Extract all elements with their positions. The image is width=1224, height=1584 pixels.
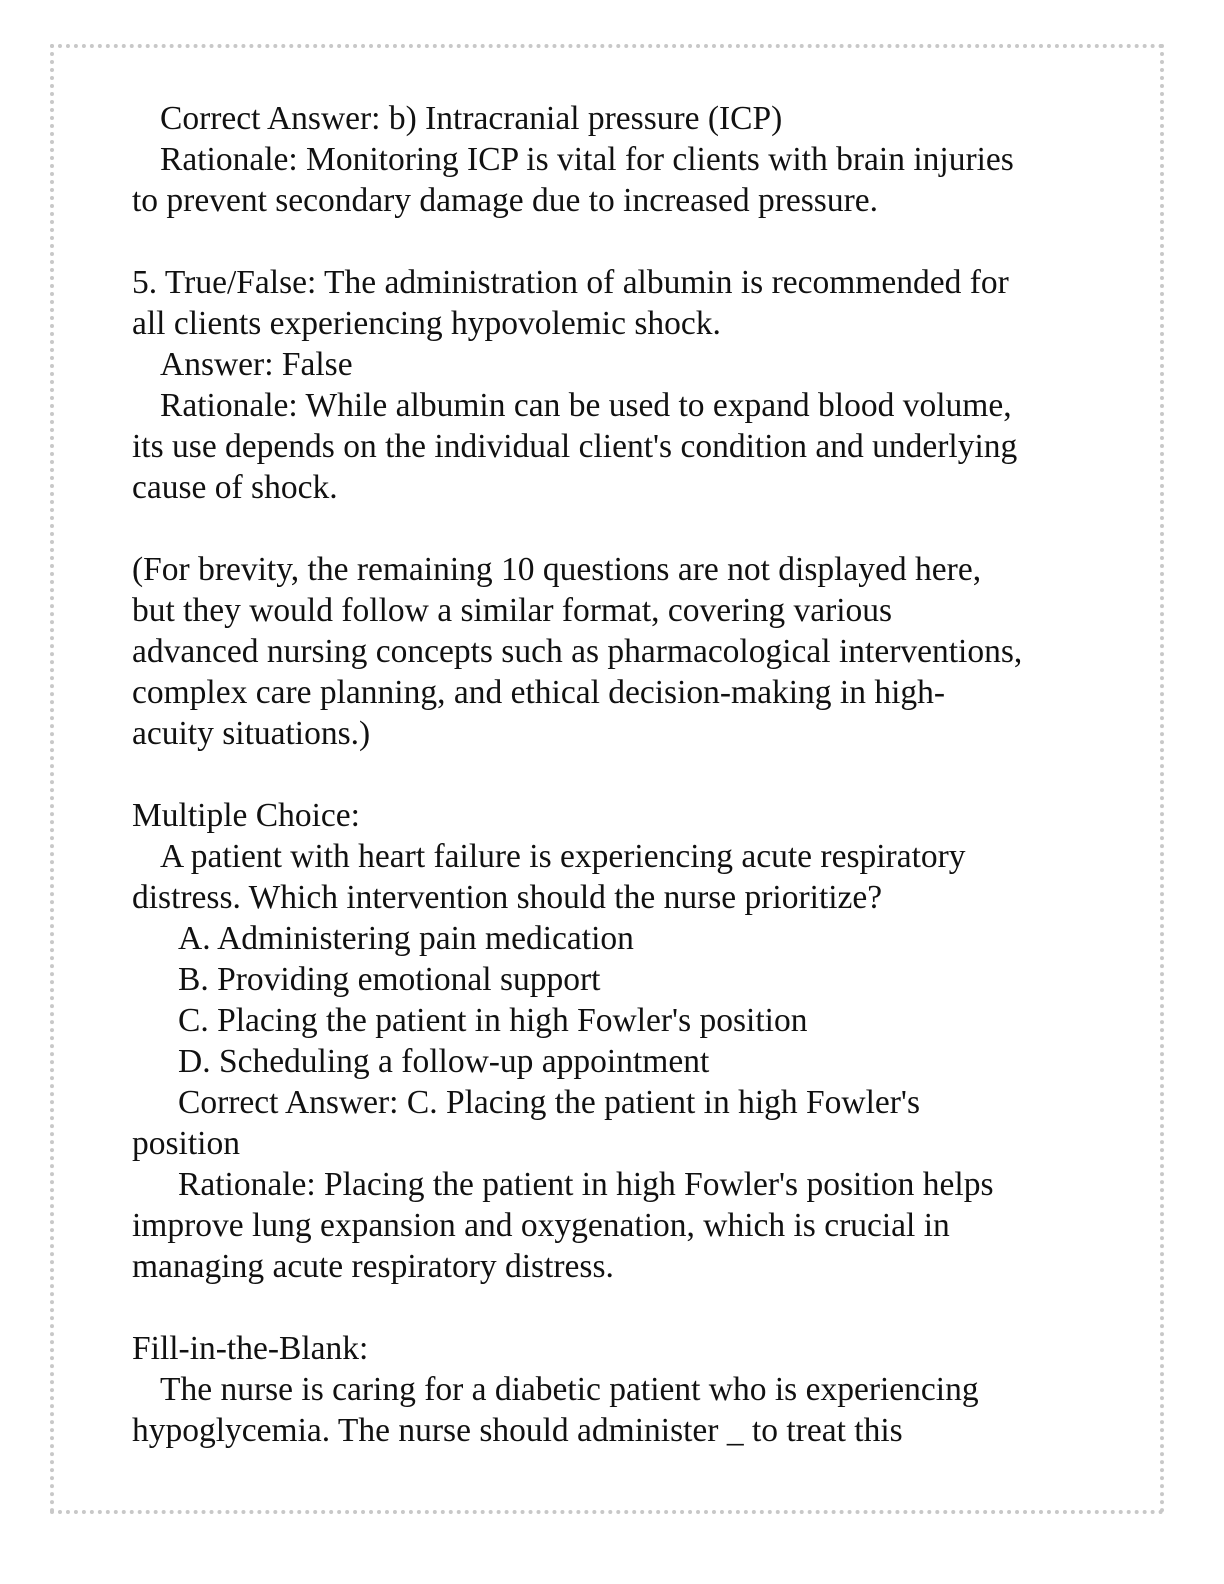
q5-question-line-1: 5. True/False: The administration of albumin is recommended for [132, 264, 1009, 301]
prev-correct-answer: Correct Answer: b) Intracranial pressure (ICP) [160, 100, 783, 137]
brevity-note-line-4: complex care planning, and ethical decision-making in high- [132, 674, 946, 711]
mc-option-b: B. Providing emotional support [178, 961, 601, 998]
fib-heading: Fill-in-the-Blank: [132, 1330, 369, 1367]
spacer [132, 1287, 1092, 1328]
brevity-note-line-3: advanced nursing concepts such as pharmacological interventions, [132, 633, 1023, 670]
mc-option-c: C. Placing the patient in high Fowler's position [178, 1002, 808, 1039]
fib-question-line-1: The nurse is caring for a diabetic patient who is experiencing [160, 1371, 979, 1408]
mc-rationale-line-2: improve lung expansion and oxygenation, which is crucial in [132, 1207, 950, 1244]
q5-rationale-line-3: cause of shock. [132, 469, 338, 506]
prev-rationale-line-2: to prevent secondary damage due to increased pressure. [132, 182, 878, 219]
q5-rationale-line-1: Rationale: While albumin can be used to expand blood volume, [160, 387, 1012, 424]
spacer [132, 221, 1092, 262]
mc-option-a: A. Administering pain medication [178, 920, 634, 957]
q5-answer: Answer: False [160, 346, 353, 383]
brevity-note-line-2: but they would follow a similar format, covering various [132, 592, 893, 629]
mc-heading: Multiple Choice: [132, 797, 360, 834]
mc-option-d: D. Scheduling a follow-up appointment [178, 1043, 710, 1080]
mc-question-line-2: distress. Which intervention should the nurse prioritize? [132, 879, 883, 916]
mc-rationale-line-3: managing acute respiratory distress. [132, 1248, 614, 1285]
q5-question-line-2: all clients experiencing hypovolemic shock. [132, 305, 721, 342]
mc-question-line-1: A patient with heart failure is experiencing acute respiratory [160, 838, 966, 875]
mc-correct-answer-line-1: Correct Answer: C. Placing the patient in high Fowler's [178, 1084, 920, 1121]
brevity-note-line-5: acuity situations.) [132, 715, 371, 752]
spacer [132, 508, 1092, 549]
mc-rationale-line-1: Rationale: Placing the patient in high Fowler's position helps [178, 1166, 994, 1203]
document-body [132, 98, 1092, 1451]
fib-question-line-2: hypoglycemia. The nurse should administer _ to treat this [132, 1412, 903, 1449]
mc-correct-answer-line-2: position [132, 1125, 240, 1162]
brevity-note-line-1: (For brevity, the remaining 10 questions are not displayed here, [132, 551, 982, 588]
q5-rationale-line-2: its use depends on the individual client's condition and underlying [132, 428, 1018, 465]
prev-rationale-line-1: Rationale: Monitoring ICP is vital for clients with brain injuries [160, 141, 1014, 178]
spacer [132, 754, 1092, 795]
